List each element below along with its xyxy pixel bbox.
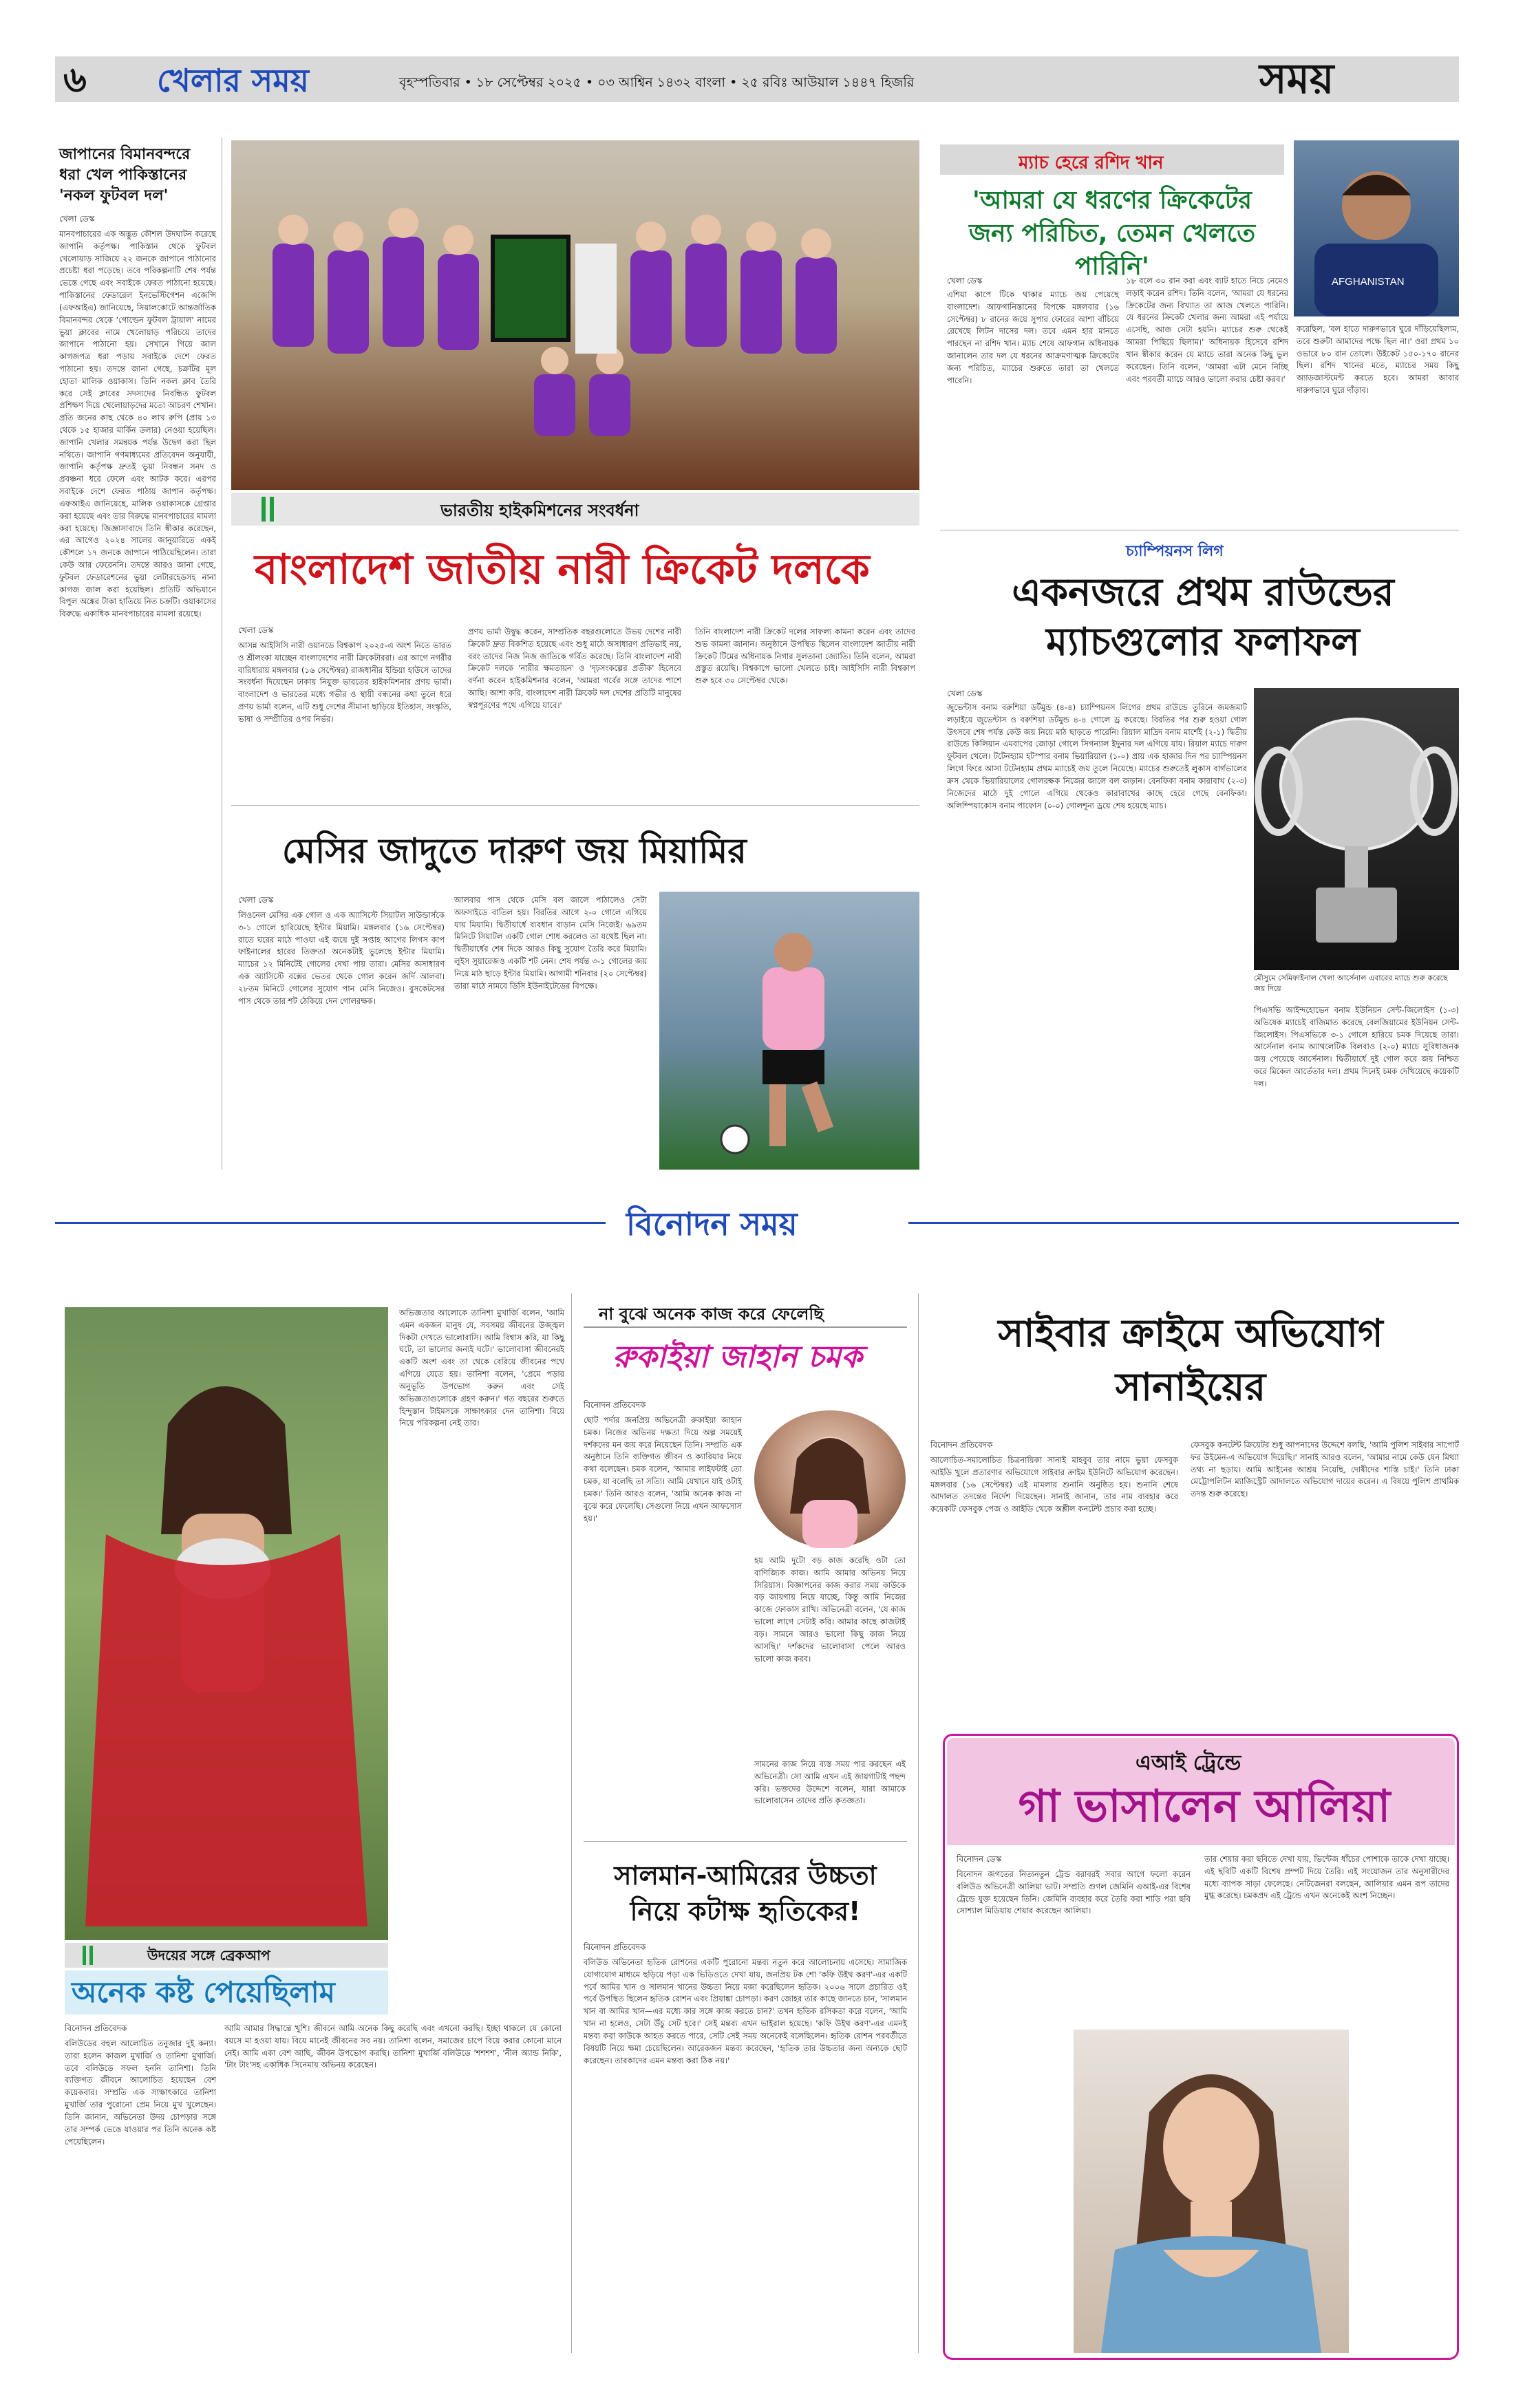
rashid-col3: করেছিল, 'বল হাতে দারুণভাবে ঘুরে দাঁড়িয়েছিলাম, তবে শুরুটা আমাদের পক্ষে ছিল না।' ওরা প্রথম ১০ ওভারে ৮০ রান তোলে। উইকেট ১৫০-১৭০ রানের ছিল। রশিদ খানের মতে, ম্যাচের সময় কিছু অ্যাডজাস্টমেন্ট করতে হবে। আমরা আবার দারুণভাবে ঘুরে দাঁড়াব।: [1297, 324, 1462, 396]
rashid-col2: ১৮ বলে ৩০ রান করা এবং ব্যাট হাতে নিচে নেমেও লড়াই করেন রশিদ। তিনি বলেন, 'আমরা যে ধরনের ক্রিকেটের জন্য বিখ্যাত তা আজ খেলতে পারিনি। যে ধরনের ক্রিকেট খেলার জন্য আমরা এই পর্যায়ে এসেছি, আজ সেটা হয়নি। ম্যাচের শুরু থেকেই আমরা পিছিয়ে ছিলাম।' অধিনায়ক হিসেবে রশিদ খান স্বীকার করেন যে ম্যাচে তারা অনেক কিছু ভুল করেছেন। তিনি বলেন, 'আমরা এটা মেনে নিচ্ছি এবং পরবর্তী ম্যাচে আরও ভালো করার চেষ্টা করব।': [1126, 276, 1291, 384]
section-title: খেলার সময়: [157, 62, 309, 99]
messi-photo: [659, 892, 919, 1170]
rashid-byline: খেলা ডেস্ক: [947, 276, 983, 286]
tanisha-col3: আমি আমার সিদ্ধান্তে খুশি। জীবনে আমি অনেক কিছু করেছি এবং এখনো করছি। ইচ্ছা থাকলে যে কোনো বয়সে মা হওয়া যায়। বিয়ে মানেই জীবনের সব নয়। তানিশা বলেন, সমাজের চাপে বিয়ে করার কোনো মানে নেই। আমি একা বেশ আছি, জীবন উপভোগ করছি। তানিশা মুখার্জি বলিউডে 'শশশশ', 'নীল অ্যান্ড নিকি', 'টাং টাং'সহ একাধিক সিনেমায় অভিনয় করেছেন।: [224, 2023, 564, 2070]
entertainment-banner: বিনোদন সময়: [626, 1205, 798, 1243]
pak-headline: জাপানের বিমানবন্দরে ধরা খেল পাকিস্তানের 'নকল ফুটবল দল': [59, 146, 191, 204]
pak-byline: খেলা ডেস্ক: [59, 214, 95, 224]
women-col2: প্রণয় ভার্মা উদ্বুদ্ধ করেন, সাম্প্রতিক বছরগুলোতে উভয় দেশের নারী ক্রিকেট দ্রুত বিকশিত হয়েছে এবং শুধু মাঠে অসাধারণ প্রতিভাই নয়, বরং তাদের নিজ নিজ জাতিকে গর্বিত করেছে। তিনি বাংলাদেশ নারী ক্রিকেট দলকে 'নারীর ক্ষমতায়ন' ও 'দৃঢ়সংকল্পের প্রতীক' হিসেবে বর্ণনা করেন হাইকমিশনার বলেন, 'আমরা গর্বের সঙ্গে তাদের পাশে আছি। আশা করি, বাংলাদেশ নারী ক্রিকেট দল দেশের প্রতিটি মানুষের স্বপ্নপূরণের পথে এগিয়ে যাবে।': [468, 627, 684, 710]
trophy-icon: [1254, 688, 1459, 970]
tanisha-headline: অনেক কষ্ট পেয়েছিলাম: [72, 1975, 335, 2009]
rashid-photo: [1294, 140, 1459, 316]
rukaiya-photo: [754, 1410, 906, 1548]
women-col1: আসন্ন আইসিসি নারী ওয়ানডে বিশ্বকাপ ২০২৫-এ অংশ নিতে ভারত ও শ্রীলংকা যাচ্ছেন বাংলাদেশের নারী ক্রিকেটাররা। এর আগে নগরীর বারিধারায় মঙ্গলবার (১৬ সেপ্টেম্বর) রাজধানীর ইন্ডিয়া হাউসে তাদের সংবর্ধনা দিয়েছেন ঢাকায় নিযুক্ত ভারতের হাইকমিশনার প্রণয় ভার্মা। বাংলাদেশ ও ভারতের মধ্যে গভীর ও স্থায়ী বন্ধনের কথা তুলে ধরে প্রণয় ভার্মা বলেন, এটি শুধু দেশের সীমানা ছাড়িয়ে ইতিহাস, সংস্কৃতি, ভাষা ও সম্প্রীতির ওপর নির্ভর।: [238, 641, 454, 724]
divider: [918, 1293, 919, 2353]
kicker-marker: [89, 1946, 93, 1965]
rashid-figure: [1294, 140, 1459, 316]
salman-body: বলিউড অভিনেতা হৃতিক রোশনের একটি পুরোনো মন্তব্য নতুন করে আলোচনায় এসেছে। সামাজিক যোগাযোগ মাধ্যমে ছড়িয়ে পড়া এক ভিডিওতে দেখা যায়, জনপ্রিয় টক শো 'কফি উইথ করণ'-এর একটি পর্বে আমির খান ও সালমান খানের উচ্চতা নিয়ে মজা করেছিলেন হৃতিক। ২০০৬ সালে প্রচারিত ওই পর্বে উপস্থিত ছিলেন হৃতিক রোশন এবং প্রিয়াঙ্কা চোপড়া। করণ জোহর তার কাছে জানতে চান, 'সালমান খান বা আমির খান—এর মধ্যে কার সঙ্গে কাজ করতে চান?' তখন হৃতিক রসিকতা করে বলেন, 'আমি খান না হলেও, সেটা উঁচু সেট হবে।' সেই মন্তব্য এখন ভাইরাল হয়েছে। 'কফি উইথ করণ'-এর এমনই মন্তব্য করা কাউকে আহত করতে পারে, সেটি সেই সময় অনেকেই বলেছিলেন। হৃতিক রোশন পরবর্তীতে বিষয়টি নিয়ে ক্ষমা চেয়েছিলেন। আরেকজন মন্তব্য করেছেন, 'হৃতিক তার উচ্চতার জন্য অন্যকে ছোট করেছেন। তারকাদের এমন মন্তব্য করা ঠিক নয়।': [584, 1957, 910, 2065]
sanai-col2: ফেসবুক কনটেন্ট ক্রিয়েটর শুধু আপনাদের উদ্দেশে বলছি, 'আমি পুলিশ সাইবার সাপোর্ট ফর উইমেন-এ অভিযোগ দিয়েছি।' সানাই আরও বলেন, 'আমার নামে কেউ যেন মিথ্যা তথ্য না ছড়ায়। আমি আইনের আশ্রয় নিয়েছি, দোষীদের শাস্তি চাই।' তিনি ঢাকা মেট্রোপলিটন ম্যাজিস্ট্রেট আদালতে অভিযোগ দায়ের করেন। এ বিষয়ে পুলিশ প্রাথমিক তদন্ত শুরু করেছে।: [1191, 1440, 1462, 1499]
ucl-col2: পিএসভি আইন্দহোভেন বনাম ইউনিয়ন সেন্ট-জিলোইস (১-৩) অভিষেক ম্যাচেই বাজিমাত করেছে বেলজিয়ামের ইউনিয়ন সেন্ট-জিলোইস। পিএসভিকে ৩-১ গোলে হারিয়ে চমক দিয়েছে তারা। আর্সেনাল বনাম অ্যাথলেটিক বিলবাও (২-০) ম্যাচে সুবিধাজনক জয় পেয়েছে আর্সেনাল। দ্বিতীয়ার্ধে দুই গোল করে জয় নিশ্চিত করে মিকেল আর্তেতার দল। প্রথম দিনেই চমক দেখিয়েছে কয়েকটি দল।: [1254, 1005, 1462, 1088]
messi-figure: [659, 892, 919, 1170]
salman-byline: বিনোদন প্রতিবেদক: [584, 1942, 646, 1952]
sanai-byline: বিনোদন প্রতিবেদক: [930, 1440, 993, 1450]
divider: [571, 1293, 572, 2353]
women-col3: তিনি বাংলাদেশ নারী ক্রিকেট দলের সাফল্য কামনা করেন এবং তাদের শুভ কামনা জানান। অনুষ্ঠানে উপস্থিত ছিলেন বাংলাদেশ জাতীয় নারী ক্রিকেট টিমের অধিনায়ক নিগার সুলতানা জ্যোতি। তিনি বলেন, আমরা প্রস্তুত রয়েছি। বিশ্বকাপে ভালো খেলতে চাই। আইসিসি নারী বিশ্বকাপ শুরু হবে ৩০ সেপ্টেম্বর থেকে।: [695, 627, 918, 686]
women-kicker: ভারতীয় হাইকমিশনের সংবর্ধনা: [440, 501, 639, 520]
rashid-kicker: ম্যাচ হেরে রশিদ খান: [1019, 153, 1164, 173]
tanisha-figure: [65, 1307, 388, 1940]
page-number: ৬: [63, 59, 87, 100]
rukaiya-col2: হয় আমি দুটো বড় কাজ করেছি ওটা তো বাণিজ্যিক কাজ। আমি আমার অভিনয় নিয়ে সিরিয়াস। বিজ্ঞাপনের কাজ করার সময় কাউকে বড় জায়গায় নিয়ে যাচ্ছে, কিন্তু আমি নিজের কাজে ফোকাস রাখি। অভিনেত্রী বলেন, 'যে কাজ ভালো লাগে সেটাই করি। আমার কাছে কাজটাই বড়। সামনে আরও ভালো কিছু কাজ নিয়ে আসছি।' দর্শকদের ভালোবাসা পেলে আরও ভালো কাজ করব।: [754, 1556, 908, 1664]
sanai-col1: আলোচিত-সমালোচিত চিত্রনায়িকা সানাই মাহবুব তার নামে ভুয়া ফেসবুক আইডি খুলে প্রতারণার অভিযোগে সাইবার ক্রাইম ইউনিটে অভিযোগ করেছেন। মঙ্গলবার (১৬ সেপ্টেম্বর) এই মামলার শুনানি অনুষ্ঠিত হয়। শুনানি শেষে আদালত তদন্তের নির্দেশ দিয়েছেন। সানাই জানান, তার নাম ব্যবহার করে কয়েকটি ফেসবুক পেজ ও আইডি থেকে অশ্লীল কনটেন্ট প্রচার করা হচ্ছে।: [930, 1455, 1181, 1514]
tanisha-photo: [65, 1307, 388, 1940]
rukaiya-byline: বিনোদন প্রতিবেদক: [584, 1400, 646, 1410]
alia-photo: [1074, 2030, 1349, 2353]
rukaiya-col1: ছোট পর্দার জনপ্রিয় অভিনেত্রী রুকাইয়া জাহান চমক। নিজের অভিনয় দক্ষতা দিয়ে অল্প সময়েই দর্শকদের মন জয় করে নিয়েছেন তিনি। সম্প্রতি এক অনুষ্ঠানে তিনি ব্যক্তিগত জীবন ও ক্যারিয়ার নিয়ে কথা বলেছেন। চমক বলেন, 'আমার লাইফটাই তো চমক, যা বলেছি তা সত্যি। আমি যেখানে যাই ওটাই চমক।' তিনি আরও বলেন, 'আমি অনেক কাজ না বুঝে করে ফেলেছি। সেগুলো নিয়ে এখন আফসোস হয়।': [584, 1415, 745, 1523]
alia-byline: বিনোদন ডেস্ক: [957, 1854, 1002, 1864]
ucl-photo-caption: মৌসুমে সেমিফাইনাল খেলা আর্সেনাল এবারের ম্যাচে শুরু করেছে জয় দিয়ে: [1254, 974, 1448, 993]
team-figures: [231, 140, 919, 490]
kicker-marker: [262, 497, 266, 522]
kicker-marker: [83, 1946, 86, 1965]
messi-col1: লিওনেল মেসির এক গোল ও এক অ্যাসিস্টে সিয়াটল সাউন্ডার্সকে ৩-১ গোলে হারিয়েছে ইন্টার মিয়ামি। মঙ্গলবার (১৬ সেপ্টেম্বর) রাতে ঘরের মাঠে পাওয়া এই জয়ে দুই সপ্তাহ আগের লিগস কাপ ফাইনালের হারের তিক্ততা অনেকটাই ভুলেছে ইন্টার মিয়ামি। ম্যাচের ১২ মিনিটেই গোলের দেখা পায় তারা। মেসির অসাধারণ এক অ্যাসিস্টে বক্সের ভেতর থেকে গোল করেন জর্দি আলবা। ২৮তম মিনিটে গোলের সুযোগ পান মেসি নিজেও। বুসকেটসের পাস থেকে তার শট ঠেকিয়ে দেন গোলরক্ষক।: [238, 910, 447, 1006]
alia-kicker: এআই ট্রেন্ডে: [1136, 1751, 1241, 1775]
masthead-logo: সময়: [1259, 55, 1334, 103]
messi-headline: মেসির জাদুতে দারুণ জয় মিয়ামির: [282, 831, 747, 871]
women-team-photo: [231, 140, 919, 490]
rashid-jersey-text: AFGHANISTAN: [1332, 276, 1405, 288]
rukaiya-kicker: না বুঝে অনেক কাজ করে ফেলেছি: [599, 1304, 824, 1324]
rashid-headline: 'আমরা যে ধরণের ক্রিকেটের জন্য পরিচিত, তেমন খেলতে পারিনি': [968, 186, 1256, 281]
messi-col2: আলবার পাস থেকে মেসি বল জালে পাঠালেও সেটা অফসাইডে বাতিল হয়। বিরতির আগে ২-০ গোলে এগিয়ে যায় মিয়ামি। দ্বিতীয়ার্ধে ব্যবধান বাড়ান মেসি নিজেই। ৬৯তম মিনিটে সিয়াটল একটি গোল শোধ করলেও তা যথেষ্ট ছিল না। দ্বিতীয়ার্ধের শেষ দিকে আরও কিছু সুযোগ তৈরি করে মিয়ামি। লুইস সুয়ারেজও একটি শট নেন। শেষ পর্যন্ত ৩-১ গোলের জয় নিয়ে মাঠ ছাড়ে ইন্টার মিয়ামি। আগামী শনিবার (২০ সেপ্টেম্বর) তারা মাঠে নামবে ডিসি ইউনাইটেডের বিপক্ষে।: [454, 895, 650, 991]
alia-figure: [1074, 2030, 1349, 2353]
ucl-byline: খেলা ডেস্ক: [947, 689, 983, 698]
rukaiya-col3: সামনের কাজ নিয়ে ব্যস্ত সময় পার করছেন এই অভিনেত্রী। সো আমি এখন এই জায়গাটাই পছন্দ করি। ভক্তদের উদ্দেশে বলেন, যারা আমাকে ভালোবাসেন তাদের প্রতি কৃতজ্ঞতা।: [754, 1759, 908, 1806]
ucl-body: জুভেন্টাস বনাম বরুশিয়া ডর্টমুন্ড (৪-৪) চ্যাম্পিয়নস লিগের প্রথম রাউন্ডে তুরিনে জমজমাট লড়াইয়ে জুভেন্টাস ও বরুশিয়া ডর্টমুন্ড ৪-৪ গোলে ড্র করেছে। বিরতির পর শুরু হওয়া গোল উৎসবে শেষ পর্যন্ত কেউ জয় নিয়ে মাঠ ছাড়তে পারেনি। রিয়াল মাদ্রিদ বনাম মার্শেই (২-১) দ্বিতীয় রাউন্ডে কিলিয়ান এমবাপের জোড়া গোলে সিগন্যাল ইদুনার দল এগিয়ে যায়। রিয়াল ম্যাচে দারুণ ফুটবল খেলে। টটেনহ্যাম হটস্পার বনাম ভিয়ারিয়াল (১-০) প্রায় এক হাজার দিন পর চ্যাম্পিয়নস লিগে ফিরে আসা টটেনহ্যাম প্রথম ম্যাচেই জয় তুলে নিয়েছে। ম্যাচের শুরুতেই লুকাস বার্গভালের ক্রস থেকে ভিয়ারিয়ালের গোলরক্ষক নিজের জালে বল জড়ান। বেনফিকা বনাম কারাবাখ (২-৩) নিজেদের মাঠে দুই গোলে এগিয়ে থেকেও কারাবাখের কাছে হেরে গেছে বেনফিকা। অলিম্পিয়াকোস বনাম পাফোস (০-০) গোলশূন্য ড্রয়ে শেষ হয়েছে ম্যাচ।: [947, 702, 1250, 810]
tanisha-byline: বিনোদন প্রতিবেদক: [65, 2023, 127, 2033]
dateline: বৃহস্পতিবার • ১৮ সেপ্টেম্বর ২০২৫ • ০৩ আশ্বিন ১৪৩২ বাংলা • ২৫ রবিঃ আউয়াল ১৪৪৭ হিজরি: [399, 75, 915, 90]
sanai-headline: সাইবার ক্রাইমে অভিযোগ সানাইয়ের: [998, 1311, 1383, 1410]
alia-col1: বিনোদন জগতের নিত্যনতুন ট্রেন্ড বরাবরই সবার আগে ফলো করেন বলিউড অভিনেত্রী আলিয়া ভাট। সম্প্রতি গুগল জেমিনি এআই-এর বিশেষ ট্রেন্ডে যুক্ত হয়েছেন তিনি। জেমিনি ব্যবহার করে তৈরি করা শাড়ি পরা ছবি সোশ্যাল মিডিয়ায় শেয়ার করেছেন আলিয়া।: [957, 1869, 1193, 1916]
rukaiya-figure: [754, 1410, 906, 1548]
pak-body: মানবপাচারের এক অদ্ভুত কৌশল উদঘাটন করেছে জাপানি কর্তৃপক্ষ। পাকিস্তান থেকে ফুটবল খেলোয়াড় সাজিয়ে ২২ জনকে জাপানে পাঠানোর প্রচেষ্টা ধরা পড়েছে। তবে পরিকল্পনাটি শেষ পর্যন্ত ভেস্তে গেছে এবং সবাইকে ফেরত পাঠানো হয়েছে। পাকিস্তানের ফেডারেল ইনভেস্টিগেশন এজেন্সি (এফআইএ) জানিয়েছে, সিয়ালকোটে আন্তর্জাতিক বিমানবন্দর থেকে 'গোল্ডেন ফুটবল ট্রায়াল' নামের ভুয়া ক্লাবের নামে খেলোয়াড় পরিচয়ে তাদের জাপানে পাঠানো হয়। সেখানে গিয়ে জাল কাগজপত্র ধরা পড়ায় সবাইকে দেশে ফেরত পাঠানো হয়। তদন্তে জানা গেছে, চক্রটির মূল হোতা মালিক ওয়াকাস। তিনি নকল ক্লাব তৈরি করে সেই ক্লাবের সদস্যদের নিবন্ধিত ফুটবল প্রশিক্ষণ দিয়ে খেলোয়াড়দের মতো আচরণ শেখান। প্রতি জনের কাছ থেকে ৪০ লাখ রুপি (প্রায় ১৩ থেকে ১৫ হাজার মার্কিন ডলার) নেওয়া হয়েছিল। জাপানি খেলার সমন্বয়ক পর্যন্ত উদ্বেগ করা ছিল নথিতে। জাপানি গণমাধ্যমের প্রতিবেদন অনুযায়ী, জাপানি কর্তৃপক্ষ দ্রুতই ভুয়া নিবন্ধন সনদ ও প্রবঞ্চনা ধরে ফেলে এবং আটক করে। এরপর সবাইকে দেশে ফেরত পাঠায় জাপান কর্তৃপক্ষ। এফআইএ জানিয়েছে, মালিক ওয়াকাসকে গ্রেপ্তার করা হয়েছে এবং তার বিরুদ্ধে মানবপাচারের মামলা করা হয়েছে। জিজ্ঞাসাবাদে তিনি স্বীকার করেছেন, এর আগেও ২০২৪ সালের জানুয়ারিতে একই কৌশলে ১৭ জনকে জাপানে পাঠিয়েছিলেন। তারা কেউ আর ফেরেননি। তদন্তে আরও জানা গেছে, ফুটবল ফেডারেশনের ভুয়া লেটারহেডসহ নানা কাগজ জাল করা হয়েছিল। প্রতিটি অভিযানে বিপুল অঙ্কের টাকা হাতিয়ে নিত চক্রটি। ওয়াকাসের বিরুদ্ধে একাধিক মানবপাচারের মামলা রয়েছে।: [59, 229, 219, 619]
women-byline: খেলা ডেস্ক: [238, 625, 274, 635]
tanisha-kicker: উদয়ের সঙ্গে ব্রেকআপ: [147, 1947, 270, 1964]
kicker-marker: [270, 497, 274, 522]
ucl-kicker: চ্যাম্পিয়নস লিগ: [1126, 543, 1224, 560]
ucl-trophy-photo: [1254, 688, 1459, 970]
alia-col2: তার শেয়ার করা ছবিতে দেখা যায়, ভিন্টেজ ধাঁচের পোশাকে তাকে দেখা যাচ্ছে। এই ছবিটি একটি বিশেষ প্রম্পট দিয়ে তৈরি। এই সংযোজন তার অনুসারীদের মধ্যে ব্যাপক সাড়া ফেলেছে। নেটিজেনরা বলছেন, আলিয়ার এমন রূপ তাদের মুগ্ধ করেছে। চমকপ্রদ এই ট্রেন্ডে এখন অনেকেই অংশ নিচ্ছেন।: [1204, 1854, 1452, 1901]
tanisha-col2: অভিজ্ঞতার আলোকে তানিশা মুখার্জি বলেন, 'আমি এমন একজন মানুষ যে, সবসময় জীবনের উজ্জ্বল দিকটা দেখতে ভালোবাসি। আমি বিশ্বাস করি, যা কিছু ঘটে, তা ভালোর জন্যই ঘটে।' ভালোবাসা জীবনেরই একটি অংশ এবং তা থেকে বেরিয়ে জীবনের পথে এগিয়ে যেতে হয়। তানিশা বলেন, 'প্রেমে পড়ার অনুভূতি উপভোগ করুন এবং সেই অভিজ্ঞতাগুলোকে গ্রহণ করুন।' গত বছরের শুরুতে হিন্দুস্তান টাইমসকে সাক্ষাৎকার দেন তানিশা। বিয়ে নিয়ে পরিকল্পনা নেই তার।: [399, 1308, 567, 1428]
rashid-col1: এশিয়া কাপে টিকে থাকার ম্যাচে জয় পেয়েছে বাংলাদেশ। আফগানিস্তানের বিপক্ষে মঙ্গলবার (১৬ সেপ্টেম্বর) ৮ রানের জয়ে সুপার ফোরের আশা বাঁচিয়ে রেখেছে লিটন দাসের দল। তবে এমন হার মানতে পারছেন না রশিদ খান। ম্যাচ শেষে আফগান অধিনায়ক জানালেন তার দল যে ধরনের আক্রমণাত্মক ক্রিকেটের জন্য পরিচিত, ম্যাচের শুরুতে তারা তা খেলতে পারেনি।: [947, 290, 1122, 385]
tanisha-col1: বলিউডের বহুল আলোচিত তনুজার দুই কন্যা। তারা হলেন কাজল মুখার্জি ও তানিশা মুখার্জি। তবে বলিউডে সফল হননি তানিশা। তিনি ব্যক্তিগত জীবনে আলোচিত হয়েছেন বেশ কয়েকবার। সম্প্রতি এক সাক্ষাৎকারে তানিশা মুখার্জি তার পুরোনো প্রেম নিয়ে মুখ খুলেছেন। তিনি জানান, অভিনেতা উদয় চোপড়ার সঙ্গে তার সম্পর্ক ভেঙে যাওয়ার পর তিনি অনেক কষ্ট পেয়েছিলেন।: [65, 2039, 219, 2147]
alia-headline: গা ভাসালেন আলিয়া: [1018, 1781, 1391, 1832]
rukaiya-headline: রুকাইয়া জাহান চমক: [612, 1340, 862, 1375]
salman-headline: সালমান-আমিরের উচ্চতা নিয়ে কটাক্ষ হৃতিকের!: [614, 1860, 877, 1926]
divider: [231, 805, 919, 806]
divider: [584, 1841, 907, 1842]
women-headline: বাংলাদেশ জাতীয় নারী ক্রিকেট দলকে: [255, 546, 870, 594]
ucl-headline: একনজরে প্রথম রাউন্ডের ম্যাচগুলোর ফলাফল: [1012, 570, 1394, 665]
messi-byline: খেলা ডেস্ক: [238, 895, 274, 905]
